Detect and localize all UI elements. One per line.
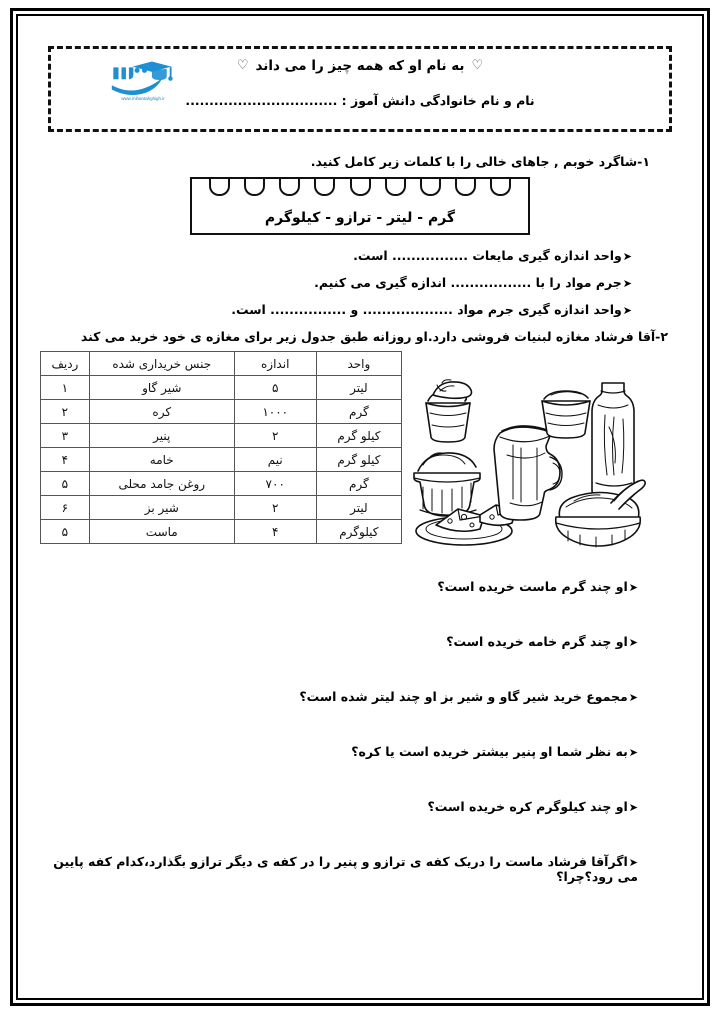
cell-item: شیر گاو <box>89 376 234 400</box>
question-2-body <box>40 351 680 553</box>
spiral-ring-icon <box>490 179 511 196</box>
page-outer-border <box>10 8 710 1006</box>
spiral-ring-icon <box>455 179 476 196</box>
table-row <box>41 376 402 400</box>
blank-text: جرم مواد را با ................. اندازه گیری می کنیم. <box>314 275 622 290</box>
cell-unit: لیتر <box>316 376 401 400</box>
table-row <box>41 400 402 424</box>
student-header-box <box>48 46 672 132</box>
question-1-title: ۱-شاگرد خوبم , جاهای خالی را با کلمات زیر کامل کنید. <box>310 154 650 169</box>
purchases-table <box>40 351 402 544</box>
sub-question-text: او چند گرم ماست خریده است؟ <box>437 579 628 594</box>
blank-text: واحد اندازه گیری مایعات ................ است. <box>353 248 622 263</box>
arrow-bullet-icon: ➤ <box>622 304 632 317</box>
table-header-cell: ردیف <box>41 352 90 376</box>
arrow-bullet-icon: ➤ <box>628 581 638 594</box>
cell-amount: نیم <box>234 448 316 472</box>
table-header-cell: واحد <box>316 352 401 376</box>
page-inner-border <box>16 14 704 1000</box>
cell-amount: ۵ <box>234 376 316 400</box>
spiral-ring-icon <box>244 179 265 196</box>
spiral-ring-icon <box>420 179 441 196</box>
spiral-ring-icon <box>385 179 406 196</box>
arrow-bullet-icon: ➤ <box>622 277 632 290</box>
sub-question-item[interactable] <box>40 854 638 884</box>
heart-outline-icon: ♡ <box>471 58 484 73</box>
table-header-row <box>41 352 402 376</box>
blank-text: واحد اندازه گیری جرم مواد ................... و ................ است. <box>231 302 622 317</box>
cell-index: ۲ <box>41 400 90 424</box>
cell-item: پنیر <box>89 424 234 448</box>
cell-index: ۱ <box>41 376 90 400</box>
cell-amount: ۱۰۰۰ <box>234 400 316 424</box>
cell-index: ۶ <box>41 496 90 520</box>
arrow-bullet-icon: ➤ <box>628 691 638 704</box>
sub-question-item[interactable] <box>40 744 638 759</box>
heart-outline-icon-2: ♡ <box>236 58 249 73</box>
sub-question-item[interactable] <box>40 689 638 704</box>
spiral-binding <box>202 180 518 196</box>
arrow-bullet-icon: ➤ <box>628 636 638 649</box>
cell-item: کره <box>89 400 234 424</box>
worksheet-page <box>18 16 702 998</box>
table-row <box>41 448 402 472</box>
sub-question-text: مجموع خرید شیر گاو و شیر بز او چند لیتر شده است؟ <box>299 689 628 704</box>
cell-unit: کیلوگرم <box>316 520 401 544</box>
cell-index: ۴ <box>41 448 90 472</box>
arrow-bullet-icon: ➤ <box>628 746 638 759</box>
fill-in-blank-item[interactable] <box>40 302 632 317</box>
spiral-ring-icon <box>350 179 371 196</box>
cell-unit: لیتر <box>316 496 401 520</box>
sub-question-text: او چند کیلوگرم کره خریده است؟ <box>427 799 628 814</box>
sub-question-item[interactable] <box>40 579 638 594</box>
word-bank-note <box>190 177 530 235</box>
sub-question-list <box>40 579 638 884</box>
cell-index: ۵ <box>41 520 90 544</box>
cell-amount: ۴ <box>234 520 316 544</box>
table-row <box>41 424 402 448</box>
student-name-line <box>51 93 669 108</box>
spiral-ring-icon <box>314 179 335 196</box>
sub-question-item[interactable] <box>40 634 638 649</box>
cell-index: ۵ <box>41 472 90 496</box>
cell-amount: ۷۰۰ <box>234 472 316 496</box>
arrow-bullet-icon: ➤ <box>628 856 638 869</box>
table-row <box>41 520 402 544</box>
table-header-cell: اندازه <box>234 352 316 376</box>
cell-item: ماست <box>89 520 234 544</box>
table-row <box>41 496 402 520</box>
basmala-text: به نام او که همه چیز را می داند <box>255 58 465 74</box>
spiral-ring-icon <box>209 179 230 196</box>
cell-unit: کیلو گرم <box>316 424 401 448</box>
word-bank-text: گرم - لیتر - ترازو - کیلوگرم <box>264 210 456 226</box>
dairy-products-illustration <box>406 353 652 553</box>
cell-item: شیر بز <box>89 496 234 520</box>
logo-url-text: www.mihantahghigh.ir <box>121 96 165 102</box>
fill-in-blank-list <box>40 248 632 317</box>
table-header-cell: جنس خریداری شده <box>89 352 234 376</box>
cell-amount: ۲ <box>234 496 316 520</box>
spiral-ring-icon <box>279 179 300 196</box>
sub-question-text: به نظر شما او پنیر بیشتر خریده است یا کره؟ <box>351 744 628 759</box>
fill-in-blank-item[interactable] <box>40 248 632 263</box>
sub-question-text: اگرآقا فرشاد ماست را دریک کفه ی ترازو و پنیر را در کفه ی دیگر ترازو بگذارد،کدام کفه پایین می رود؟چرا؟ <box>53 854 638 884</box>
table-body <box>41 376 402 544</box>
student-name-blank[interactable]: ................................ <box>185 93 338 108</box>
cell-unit: گرم <box>316 400 401 424</box>
cell-index: ۳ <box>41 424 90 448</box>
question-2-title: ۲-آقا فرشاد مغازه لبنیات فروشی دارد.او روزانه طبق جدول زیر برای مغازه ی خود خرید می کند <box>80 329 668 344</box>
fill-in-blank-item[interactable] <box>40 275 632 290</box>
table-row <box>41 472 402 496</box>
arrow-bullet-icon: ➤ <box>622 250 632 263</box>
student-name-label: نام و نام خانوادگی دانش آموز : <box>341 93 535 108</box>
cell-item: روغن جامد محلی <box>89 472 234 496</box>
cell-unit: گرم <box>316 472 401 496</box>
cell-amount: ۲ <box>234 424 316 448</box>
arrow-bullet-icon: ➤ <box>628 801 638 814</box>
sub-question-text: او چند گرم خامه خریده است؟ <box>446 634 628 649</box>
sub-question-item[interactable] <box>40 799 638 814</box>
cell-item: خامه <box>89 448 234 472</box>
cell-unit: کیلو گرم <box>316 448 401 472</box>
